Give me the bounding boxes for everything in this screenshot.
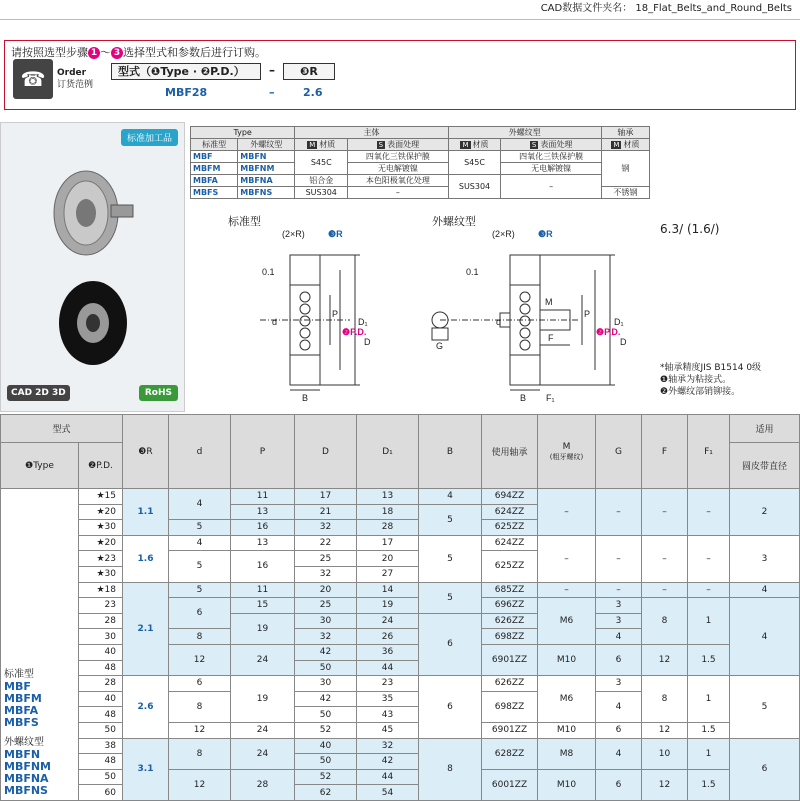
f-cell: 12 — [642, 722, 688, 738]
g-cell: 6 — [596, 769, 642, 800]
st-f1-header: F₁ — [688, 415, 730, 489]
table-row — [1, 769, 800, 785]
type-name: MBFN — [4, 747, 41, 761]
table-row — [1, 489, 800, 505]
D-cell: 32 — [295, 520, 357, 536]
type-name: MBF — [4, 679, 31, 693]
st-d-header: d — [169, 415, 231, 489]
d1-cell: 43 — [357, 707, 419, 723]
type-name: MBFM — [4, 691, 42, 705]
D-cell: 25 — [295, 598, 357, 614]
g-cell: 4 — [596, 738, 642, 769]
f1-cell: – — [688, 489, 730, 536]
s-badge: S — [531, 141, 537, 149]
mt-mat-header — [295, 139, 348, 151]
table-row — [1, 722, 800, 738]
mt-cell: MBFM — [191, 163, 238, 175]
standard-badge: 标准加工品 — [121, 129, 178, 146]
pd-cell: ★30 — [79, 520, 123, 536]
bearing-cell: 685ZZ — [482, 582, 538, 598]
surf-text: 表面处理 — [387, 140, 420, 149]
pd-cell: ★23 — [79, 551, 123, 567]
D-cell: 20 — [295, 582, 357, 598]
mt-extthread-header: 外螺纹型 — [238, 139, 295, 151]
bearing-cell: 694ZZ — [482, 489, 538, 505]
m-cell: M10 — [538, 769, 596, 800]
d-cell: 5 — [169, 582, 231, 598]
b-cell: 4 — [419, 489, 482, 505]
d1-cell: 45 — [357, 722, 419, 738]
note-line: ❷外螺纹部销铆接。 — [660, 387, 741, 397]
std-drawing-title: 标准型 — [228, 215, 261, 228]
bearing-cell: 628ZZ — [482, 738, 538, 769]
mt-body-header: 主体 — [295, 127, 448, 139]
ext-r-label: (2×R) — [492, 229, 515, 239]
surf-text: 表面处理 — [540, 140, 573, 149]
st-belt-header: 圆皮带直径 — [730, 443, 800, 489]
bearing-cell: 626ZZ — [482, 676, 538, 692]
mt-mat2-header — [448, 139, 501, 151]
belt-cell: 4 — [730, 598, 800, 676]
std-d-label: d — [272, 317, 278, 327]
ext-p-label: P — [584, 309, 591, 319]
mt-cell: SUS304 — [448, 175, 501, 199]
r-cell: 2.6 — [123, 676, 169, 738]
pd-cell: ★20 — [79, 504, 123, 520]
pd-cell: 48 — [79, 660, 123, 676]
d1-cell: 28 — [357, 520, 419, 536]
type-name: MBFA — [4, 703, 39, 717]
pd-cell: 48 — [79, 707, 123, 723]
D-cell: 42 — [295, 691, 357, 707]
f-cell: 10 — [642, 738, 688, 769]
d1-cell: 18 — [357, 504, 419, 520]
p-cell: 19 — [231, 676, 295, 723]
type-name: MBFNM — [4, 759, 51, 773]
D-cell: 42 — [295, 644, 357, 660]
surface-roughness-symbol: 6.3/ (1.6/) — [660, 222, 720, 236]
f1-cell: 1.5 — [688, 722, 730, 738]
type-label-cell — [1, 489, 79, 801]
d1-cell: 14 — [357, 582, 419, 598]
mat-text: 材质 — [623, 140, 640, 149]
note-line: *轴承精度JIS B1514 0级 — [660, 363, 762, 373]
mt-std-header: 标准型 — [191, 139, 238, 151]
f1-cell: 1 — [688, 598, 730, 645]
pd-cell: 50 — [79, 722, 123, 738]
d-cell: 6 — [169, 598, 231, 629]
bearing-cell: 626ZZ — [482, 613, 538, 629]
d1-cell: 44 — [357, 660, 419, 676]
g-cell: 6 — [596, 722, 642, 738]
step-1-badge: 1 — [88, 47, 100, 59]
st-d1-header: D₁ — [357, 415, 419, 489]
order-intro-text2: 选择型式和参数后进行订购。 — [123, 46, 266, 59]
std-d1-label: D₁ — [358, 317, 368, 327]
belt-cell: 4 — [730, 582, 800, 598]
r-cell: 1.1 — [123, 489, 169, 536]
st-f-header: F — [642, 415, 688, 489]
order-dash: – — [269, 63, 275, 77]
D-cell: 50 — [295, 660, 357, 676]
ext-d1-label: D₁ — [614, 317, 624, 327]
d1-cell: 23 — [357, 676, 419, 692]
mt-cell: MBFNM — [238, 163, 295, 175]
d1-cell: 27 — [357, 566, 419, 582]
p-cell: 13 — [231, 504, 295, 520]
ext-drawing-title: 外螺纹型 — [432, 215, 476, 228]
mt-row — [191, 151, 650, 163]
mat-text: 材质 — [319, 140, 336, 149]
d-cell: 12 — [169, 644, 231, 675]
d1-cell: 19 — [357, 598, 419, 614]
D-cell: 52 — [295, 769, 357, 785]
m-badge: M — [309, 141, 316, 149]
mt-cell: 本色阳极氧化处理 — [348, 175, 448, 187]
order-label — [57, 67, 93, 91]
belt-cell: 3 — [730, 535, 800, 582]
mt-ext-header: 外螺纹型 — [448, 127, 601, 139]
bearing-cell: 625ZZ — [482, 551, 538, 582]
f1-cell: – — [688, 582, 730, 598]
s-badge: S — [378, 141, 384, 149]
type-name: MBFS — [4, 715, 39, 729]
st-bearing-header: 使用轴承 — [482, 415, 538, 489]
D-cell: 32 — [295, 566, 357, 582]
ext-f-label: F — [548, 333, 554, 343]
pd-cell: 30 — [79, 629, 123, 645]
std-type-label: 标准型 — [4, 668, 34, 680]
st-apply-header: 适用 — [730, 415, 800, 443]
order-intro-tilde: ～ — [100, 46, 111, 59]
g-cell: – — [596, 582, 642, 598]
p-cell: 28 — [231, 769, 295, 800]
order-label-en: Order — [57, 68, 87, 78]
ext-clear-label: 0.1 — [466, 267, 479, 277]
m-cell: M10 — [538, 644, 596, 675]
D-cell: 30 — [295, 676, 357, 692]
order-intro — [11, 44, 266, 60]
mt-cell: MBF — [191, 151, 238, 163]
f-cell: – — [642, 582, 688, 598]
rohs-badge: RoHS — [139, 385, 178, 401]
step-3-badge: 3 — [111, 47, 123, 59]
bearing-cell: 6901ZZ — [482, 644, 538, 675]
f1-cell: 1.5 — [688, 644, 730, 675]
m-cell: M10 — [538, 722, 596, 738]
bearing-cell: 698ZZ — [482, 691, 538, 722]
d1-cell: 32 — [357, 738, 419, 754]
f-cell: 8 — [642, 676, 688, 723]
bearing-cell: 6901ZZ — [482, 722, 538, 738]
p-cell: 11 — [231, 582, 295, 598]
r-cell: 3.1 — [123, 738, 169, 800]
technical-drawings — [220, 225, 640, 405]
std-D-label: D — [364, 337, 371, 347]
m-cell: – — [538, 535, 596, 582]
p-cell: 19 — [231, 613, 295, 644]
f-cell: – — [642, 535, 688, 582]
table-row — [1, 738, 800, 754]
mt-cell: 钢 — [601, 151, 649, 187]
st-D-header: D — [295, 415, 357, 489]
d-cell: 5 — [169, 551, 231, 582]
mat-text: 材质 — [472, 140, 489, 149]
r-cell: 2.1 — [123, 582, 169, 676]
ext-D-label: D — [620, 337, 627, 347]
belt-cell: 2 — [730, 489, 800, 536]
bearing-cell: 624ZZ — [482, 535, 538, 551]
pd-cell: 50 — [79, 769, 123, 785]
mt-cell: 铝合金 — [295, 175, 348, 187]
pulley-image — [31, 143, 151, 393]
f1-cell: 1 — [688, 738, 730, 769]
pd-cell: 60 — [79, 785, 123, 801]
b-cell: 5 — [419, 535, 482, 582]
p-cell: 16 — [231, 551, 295, 582]
mt-bearing-header: 轴承 — [601, 127, 649, 139]
m-cell: M6 — [538, 676, 596, 723]
pd-cell: ★20 — [79, 535, 123, 551]
d1-cell: 42 — [357, 754, 419, 770]
st-p-header: P — [231, 415, 295, 489]
st-b-header: B — [419, 415, 482, 489]
d1-cell: 26 — [357, 629, 419, 645]
mt-mat3-header — [601, 139, 649, 151]
mt-row — [191, 175, 650, 187]
pd-cell: ★30 — [79, 566, 123, 582]
d1-cell: 36 — [357, 644, 419, 660]
note-line: ❶轴承为粘接式。 — [660, 375, 732, 385]
material-table — [190, 126, 650, 199]
order-label-cn: 订货范例 — [57, 80, 94, 90]
st-type-header: ❶Type — [1, 443, 79, 489]
pd-cell: ★15 — [79, 489, 123, 505]
m-badge: M — [462, 141, 469, 149]
f-cell: 12 — [642, 644, 688, 675]
D-cell: 52 — [295, 722, 357, 738]
order-example-r: 2.6 — [303, 86, 323, 99]
D-cell: 40 — [295, 738, 357, 754]
d1-cell: 13 — [357, 489, 419, 505]
p-cell: 15 — [231, 598, 295, 614]
b-cell: 6 — [419, 676, 482, 738]
D-cell: 25 — [295, 551, 357, 567]
pd-cell: 40 — [79, 644, 123, 660]
m-cell: – — [538, 489, 596, 536]
ext-pd-label: ❷P.D. — [596, 327, 621, 337]
mt-cell: MBFNA — [238, 175, 295, 187]
mt-type-header: Type — [191, 127, 295, 139]
table-row — [1, 676, 800, 692]
ext-b-label: B — [520, 393, 527, 403]
D-cell: 22 — [295, 535, 357, 551]
std-b-label: B — [302, 393, 309, 403]
mt-cell: 无电解镀镍 — [348, 163, 448, 175]
D-cell: 62 — [295, 785, 357, 801]
pd-cell: 23 — [79, 598, 123, 614]
p-cell: 24 — [231, 738, 295, 769]
f1-cell: 1 — [688, 676, 730, 723]
pd-cell: 40 — [79, 691, 123, 707]
d-cell: 6 — [169, 676, 231, 692]
mt-cell: – — [348, 187, 448, 199]
mt-cell: 不锈钢 — [601, 187, 649, 199]
pd-cell: ★18 — [79, 582, 123, 598]
d1-cell: 35 — [357, 691, 419, 707]
d-cell: 4 — [169, 489, 231, 520]
m-badge: M — [613, 141, 620, 149]
mt-cell: MBFN — [238, 151, 295, 163]
st-g-header: G — [596, 415, 642, 489]
st-m-sub: (粗牙螺纹) — [549, 452, 584, 461]
order-example-dash: – — [269, 86, 275, 99]
phone-order-icon: ☎ — [13, 59, 53, 99]
mt-cell: SUS304 — [295, 187, 348, 199]
table-row — [1, 582, 800, 598]
bearing-cell: 696ZZ — [482, 598, 538, 614]
ext-r-tag: ❸R — [538, 229, 553, 239]
b-cell: 5 — [419, 504, 482, 535]
mt-cell: 无电解镀镍 — [501, 163, 601, 175]
belt-cell: 6 — [730, 738, 800, 800]
pd-cell: 38 — [79, 738, 123, 754]
st-pd-header: ❷P.D. — [79, 443, 123, 489]
d-cell: 5 — [169, 520, 231, 536]
m-cell: M6 — [538, 598, 596, 645]
D-cell: 17 — [295, 489, 357, 505]
p-cell: 16 — [231, 520, 295, 536]
order-intro-text: 请按照选型步骤 — [11, 46, 88, 59]
g-cell: – — [596, 535, 642, 582]
order-r-box: ❸R — [283, 63, 335, 80]
order-example-box — [4, 40, 796, 110]
d-cell: 12 — [169, 722, 231, 738]
mt-cell: S45C — [448, 151, 501, 175]
mt-cell: 四氧化三铁保护膜 — [348, 151, 448, 163]
ext-type-label: 外螺纹型 — [4, 736, 44, 748]
pd-cell: 28 — [79, 676, 123, 692]
g-cell: 3 — [596, 613, 642, 629]
table-row — [1, 644, 800, 660]
d-cell: 4 — [169, 535, 231, 551]
g-cell: 6 — [596, 644, 642, 675]
g-cell: 3 — [596, 598, 642, 614]
type-name: MBFNS — [4, 783, 48, 797]
d1-cell: 24 — [357, 613, 419, 629]
mt-cell: – — [501, 175, 601, 199]
g-cell: 4 — [596, 691, 642, 722]
f-cell: 12 — [642, 769, 688, 800]
bearing-cell: 6001ZZ — [482, 769, 538, 800]
f-cell: 8 — [642, 598, 688, 645]
d1-cell: 54 — [357, 785, 419, 801]
type-name: MBFNA — [4, 771, 49, 785]
m-cell: – — [538, 582, 596, 598]
D-cell: 32 — [295, 629, 357, 645]
d-cell: 12 — [169, 769, 231, 800]
bearing-cell: 698ZZ — [482, 629, 538, 645]
mt-cell: S45C — [295, 151, 348, 175]
ext-d-label: d — [496, 317, 502, 327]
st-type-group-header: 型式 — [1, 415, 123, 443]
d-cell: 8 — [169, 691, 231, 722]
p-cell: 24 — [231, 722, 295, 738]
ext-f1-label: F₁ — [546, 393, 555, 403]
order-type-box: 型式（❶Type · ❷P.D.） — [111, 63, 261, 80]
d-cell: 8 — [169, 629, 231, 645]
mt-cell: MBFNS — [238, 187, 295, 199]
m-cell: M8 — [538, 738, 596, 769]
bearing-cell: 624ZZ — [482, 504, 538, 520]
std-p-label: P — [332, 309, 339, 319]
p-cell: 24 — [231, 644, 295, 675]
p-cell: 11 — [231, 489, 295, 505]
g-cell: 4 — [596, 629, 642, 645]
mt-surf2-header — [501, 139, 601, 151]
product-image-panel — [0, 122, 185, 412]
D-cell: 50 — [295, 707, 357, 723]
drawing-notes — [660, 362, 761, 398]
D-cell: 30 — [295, 613, 357, 629]
b-cell: 6 — [419, 613, 482, 675]
mt-cell: MBFS — [191, 187, 238, 199]
table-row — [1, 535, 800, 551]
std-r-label: (2×R) — [282, 229, 305, 239]
cad-badge: CAD 2D 3D — [7, 385, 70, 401]
belt-cell: 5 — [730, 676, 800, 738]
mt-surf-header — [348, 139, 448, 151]
g-cell: 3 — [596, 676, 642, 692]
f1-cell: – — [688, 535, 730, 582]
cad-folder-line: CAD数据文件夹名： 18_Flat_Belts_and_Round_Belts — [0, 0, 800, 20]
table-row — [1, 598, 800, 614]
order-example-type: MBF28 — [165, 86, 208, 99]
d-cell: 8 — [169, 738, 231, 769]
pd-cell: 48 — [79, 754, 123, 770]
spec-table — [0, 414, 800, 801]
p-cell: 13 — [231, 535, 295, 551]
std-pd-label: ❷P.D. — [342, 327, 367, 337]
ext-m-label: M — [545, 297, 553, 307]
r-cell: 1.6 — [123, 535, 169, 582]
f1-cell: 1.5 — [688, 769, 730, 800]
d1-cell: 20 — [357, 551, 419, 567]
d1-cell: 17 — [357, 535, 419, 551]
pd-cell: 28 — [79, 613, 123, 629]
mt-cell: MBFA — [191, 175, 238, 187]
g-cell: – — [596, 489, 642, 536]
D-cell: 50 — [295, 754, 357, 770]
f-cell: – — [642, 489, 688, 536]
mt-cell: 四氧化三铁保护膜 — [501, 151, 601, 163]
std-clear-label: 0.1 — [262, 267, 275, 277]
b-cell: 8 — [419, 738, 482, 800]
st-m-text: M — [562, 441, 571, 452]
d1-cell: 44 — [357, 769, 419, 785]
std-r-tag: ❸R — [328, 229, 343, 239]
bearing-cell: 625ZZ — [482, 520, 538, 536]
D-cell: 21 — [295, 504, 357, 520]
ext-g-label: G — [436, 341, 444, 351]
st-r-header: ❸R — [123, 415, 169, 489]
st-m-header — [538, 415, 596, 489]
mt-row — [191, 163, 650, 175]
b-cell: 5 — [419, 582, 482, 613]
